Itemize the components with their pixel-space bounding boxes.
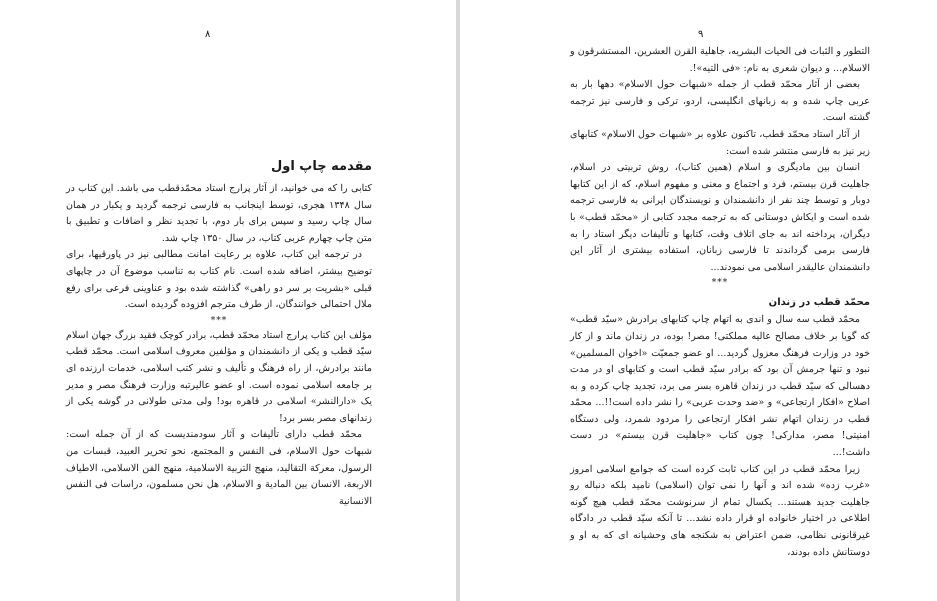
paragraph: بعضی از آثار محمّد قطب از جمله «شبهات حول الاسلام» دهها بار به عربی چاپ شده و به زبانهای انگلیسی، اردو، ترکی و فارسی نیز ترجمه گشته است. <box>570 79 870 124</box>
section-heading: مقدمه چاپ اول <box>270 159 372 174</box>
page-body <box>66 155 372 510</box>
paragraph: محمّد قطب دارای تألیفات و آثار سودمندیست که از آن جمله است: شبهات حول الاسلام، فی النفس و المجتمع، نحو تحریر العبید، قبسات من الرسول، معرکة التقالید، منهج التربیة الاسلامیة، منهج الفن الاسلامی، الاطیاف الاربعة، الانسان بین المادیة و الاسلام، هل نحن مسلمون، دراسات فی النفس الانسانیة <box>66 429 372 507</box>
left-page <box>0 0 456 601</box>
paragraph: از آثار استاد محمّد قطب، تاکنون علاوه بر «شبهات حول الاسلام» کتابهای زیر نیز به فارسی منتشر شده است: <box>570 128 870 157</box>
page-number: ۹ <box>698 29 704 40</box>
paragraph: مؤلف این کتاب پرارج استاد محمّد قطب، برادر کوچک فقید بزرگ جهان اسلام سیّد قطب و یکی از دانشمندان و مؤلفین معروف اسلامی است. محمّد قطب مانند برادرش، از راه فرهنگ و تألیف و نشر کتب اسلامی، خدمات ارزنده ای بر جامعه اسلامی نموده است. او عضو عالیرتبه وزارت فرهنگ مصر و مدیر یک «دارالنشر» اسلامی در قاهره بود! ولی مدتی طولانی در گوشه یکی از زندانهای مصر بسر برد! <box>66 329 372 424</box>
paragraph: در ترجمه این کتاب، علاوه بر رعایت امانت مطالبی نیز در پاورقیها، برای توضیح بیشتر، اضافه شده است. نام کتاب به تناسب موضوع آن در چاپهای قبلی «بشریت بر سر دو راهی» گذاشته شده بود و عناوینی فرعی برای رفع ملال احتمالی خوانندگان، از طرف مترجم افزوده گردیده است. <box>66 249 372 311</box>
paragraph: زیرا محمّد قطب در این کتاب ثابت کرده است که جوامع اسلامی امروز «غرب زده» شده اند و آنها را نمی توان (اسلامی) نامید بلکه دنباله رو جاهلیت جدید هستند... یکسال تمام از سرنوشت محمّد قطب هیچ گونه اطلاعی در اختیار خانواده او قرار داده نشد... تا آنکه سیّد قطب در دادگاه غیرقانونی نظامی، ضمن اعتراض به شکنجه های وحشیانه ای که به او و دوستانش داده بودند، <box>570 463 870 558</box>
page-body <box>570 44 870 561</box>
section-subheading: محمّد قطب در زندان <box>768 297 870 309</box>
paragraph: التطور و الثبات فی الحیات البشریه، جاهلیة القرن العشرین، المستشرقون و الاسلام... و دیوان شعری به نام: «فی التیه»!. <box>570 46 870 74</box>
separator: *** <box>210 315 228 326</box>
page-number: ۸ <box>205 29 211 40</box>
paragraph: محمّد قطب سه سال و اندی به اتهام چاپ کتابهای برادرش «سیّد قطب» که گویا بر خلاف مصالح عالیه مملکتی! مصر! بوده، در زندان ماند و از کار خود در وزارت فرهنگ معزول گردید... او عضو جمعیّت «اخوان المسلمین» نبود و تنها جرمش آن بود که برادر سیّد قطب است و کتابهای او در مدت دهسالی که سیّد قطب در زندان قاهره بسر می برد، تجدید چاپ کرده و به اصلاح «افکار ارتجاعی» و «ضد وحدت عربی» را نشر داده است!!... محمّد قطب در زندان اتهام نشر افکار ارتجاعی را مردود شمرد، ولی دستگاه امنیتی! مصر، مدارکی! چون کتاب «جاهلیت قرن بیستم» در دست داشت!... <box>570 314 871 459</box>
paragraph: انسان بین مادیگری و اسلام (همین کتاب)، روش تربیتی در اسلام، جاهلیت قرن بیستم، فرد و اجتماع و معنی و مفهوم اسلام، که از این کتابها دوبار و توسط چند نفر از دانشمندان و نویسندگان ایرانی به فارسی ترجمه شده است و ایکاش دوستانی که به ترجمه مجدد کتابی از «محمّد قطب» با دیگران، پرداخته اند به جای اتلاف وقت، کتابها و تألیفات دیگر استاد را به فارسی برمی گرداندند تا فارسی زبانان، استفاده بیشتری از آثار این دانشمندان عالیقدر اسلامی می نمودند... <box>570 162 870 273</box>
right-page <box>460 0 937 601</box>
separator: *** <box>711 278 729 289</box>
paragraph: کتابی را که می خوانید، از آثار پرارج استاد محمّدقطب می باشد. این کتاب در سال ۱۳۴۸ هجری، توسط اینجانب به فارسی ترجمه گردید و یکبار در همان سال چاپ رسید و سپس برای بار دوم، با تجدید نظر و اضافات و تطبیق با متن چاپ چهارم عربی کتاب، در سال ۱۳۵۰ چاپ شد. <box>66 183 372 244</box>
